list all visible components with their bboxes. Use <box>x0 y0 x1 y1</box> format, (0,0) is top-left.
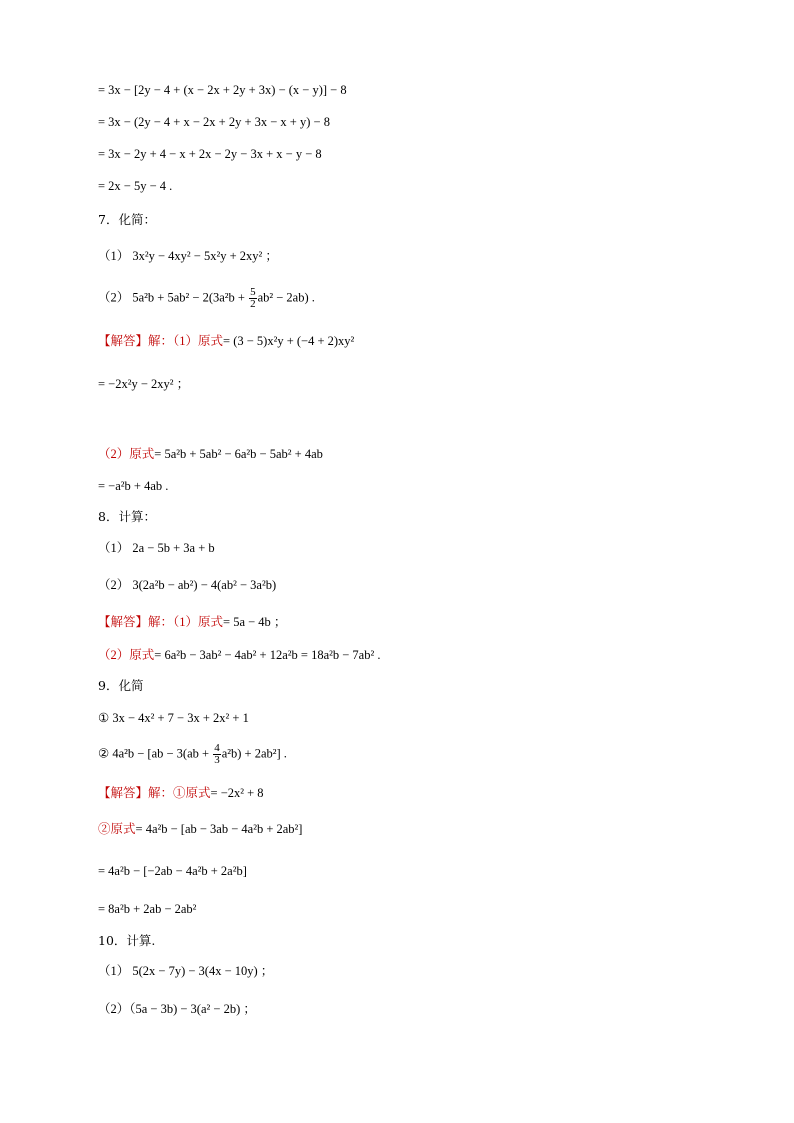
step-line: = −2x²y − 2xy² ； <box>98 377 190 391</box>
question-10-part-1: （1） 5(2x − 7y) − 3(4x − 10y) ； <box>98 964 274 978</box>
step-line: = 8a²b + 2ab − 2ab² <box>98 902 197 916</box>
question-7-part-1: （1） 3x²y − 4xy² − 5x²y + 2xy² ； <box>98 249 278 263</box>
answer-9-part-2 <box>98 821 302 837</box>
step-line: = 3x − [2y − 4 + (x − 2x + 2y + 3x) − (x − y)] − 8 <box>98 83 347 97</box>
answer-8-part-2 <box>98 647 380 663</box>
answer-expression: = 6a²b − 3ab² − 4ab² + 12a²b = 18a²b − 7ab² . <box>154 648 381 662</box>
answer-label: （2）原式 <box>98 447 155 461</box>
answer-label: （2）原式 <box>98 648 155 662</box>
step-line: = 3x − (2y − 4 + x − 2x + 2y + 3x − x + y) − 8 <box>98 115 330 129</box>
expression-prefix: ② 4a²b − [ab − 3(ab + <box>98 746 213 761</box>
question-9-part-1: ① 3x − 4x² + 7 − 3x + 2x² + 1 <box>98 711 249 725</box>
step-line: = 3x − 2y + 4 − x + 2x − 2y − 3x + x − y − 8 <box>98 147 322 161</box>
fraction-denominator: 3 <box>214 754 220 766</box>
question-8-part-1: （1） 2a − 5b + 3a + b <box>98 541 215 555</box>
answer-expression: = 5a²b + 5ab² − 6a²b − 5ab² + 4ab <box>154 447 323 461</box>
fraction <box>249 287 257 310</box>
question-9-title: 9．化简 <box>98 678 144 693</box>
question-8-part-2: （2） 3(2a²b − ab²) − 4(ab² − 3a²b) <box>98 578 277 592</box>
answer-expression: = −2x² + 8 <box>210 786 264 800</box>
answer-expression: = 4a²b − [ab − 3ab − 4a²b + 2ab²] <box>135 822 303 836</box>
fraction-numerator: 5 <box>250 286 256 298</box>
expression-suffix: ab² − 2ab) . <box>257 290 315 305</box>
answer-expression: = (3 − 5)x²y + (−4 + 2)xy² <box>223 334 355 348</box>
fraction-numerator: 4 <box>214 742 220 754</box>
fraction <box>213 743 221 766</box>
expression-suffix: a²b) + 2ab²] . <box>221 746 287 761</box>
step-line: = 2x − 5y − 4 . <box>98 179 173 193</box>
fraction-denominator: 2 <box>250 298 256 310</box>
answer-expression: = 5a − 4b ； <box>223 615 287 629</box>
expression-prefix: （2） 5a²b + 5ab² − 2(3a²b + <box>98 290 249 305</box>
step-line: = −a²b + 4ab . <box>98 479 169 493</box>
step-line: = 4a²b − [−2ab − 4a²b + 2a²b] <box>98 864 247 878</box>
question-10-part-2: （2）（5a − 3b) − 3(a² − 2b) ； <box>98 1002 256 1016</box>
question-7-title: 7．化简： <box>98 212 156 227</box>
answer-label: ②原式 <box>98 822 136 836</box>
question-8-title: 8．计算： <box>98 509 156 524</box>
answer-7-part-1 <box>98 333 354 349</box>
answer-9-part-1 <box>98 785 264 801</box>
answer-label: 【解答】解：①原式 <box>98 786 211 800</box>
answer-label: 【解答】解：（1）原式 <box>98 334 224 348</box>
answer-label: 【解答】解：（1）原式 <box>98 615 224 629</box>
answer-7-part-2 <box>98 446 323 462</box>
question-7-part-2 <box>98 287 315 310</box>
answer-8-part-1 <box>98 614 286 630</box>
question-10-title: 10．计算. <box>98 933 156 948</box>
question-9-part-2 <box>98 743 287 766</box>
